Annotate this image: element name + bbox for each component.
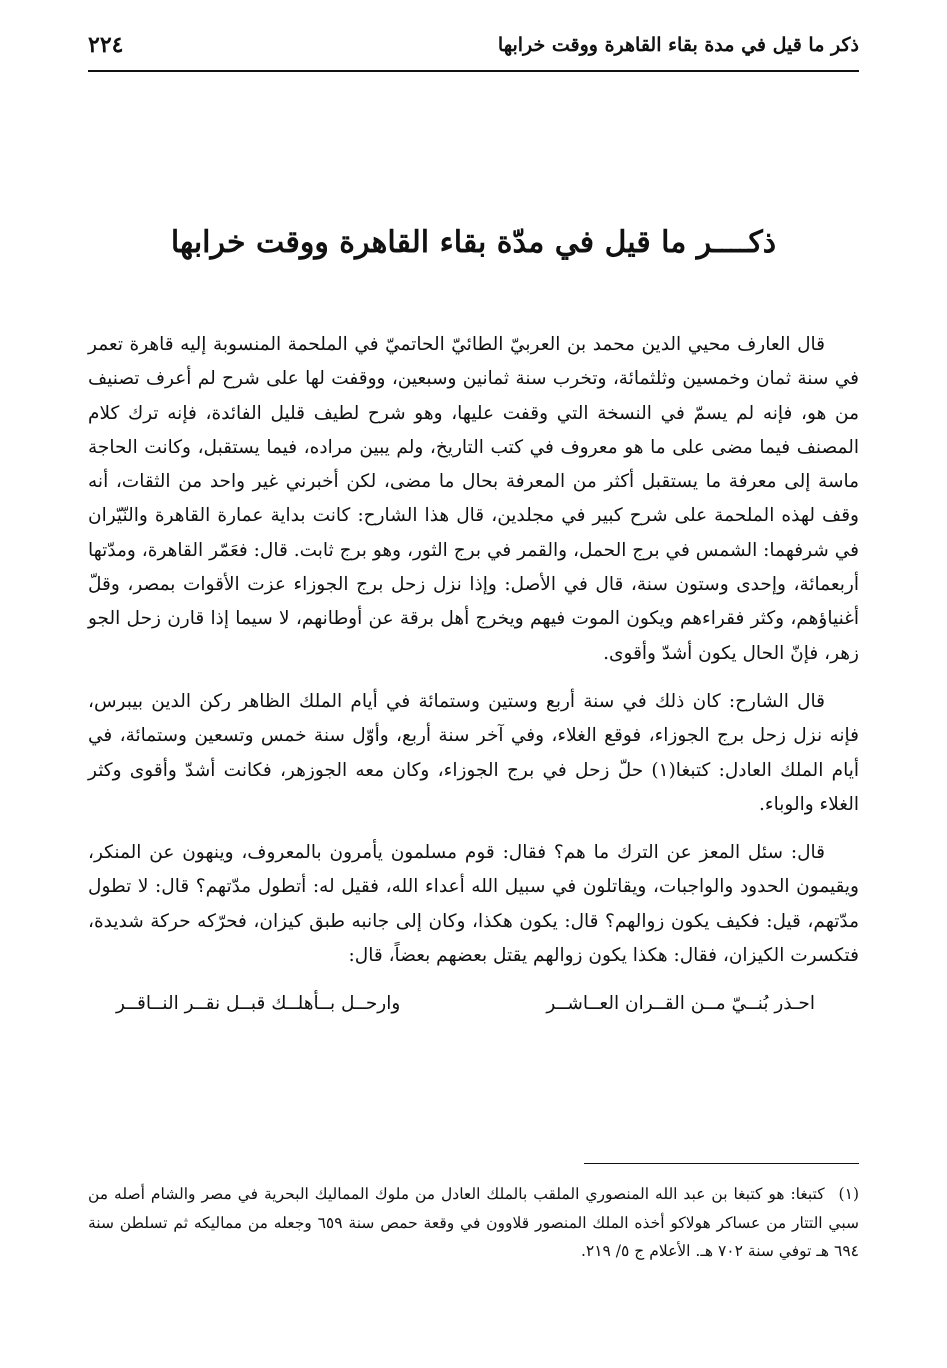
footnote-number: (١) (838, 1185, 859, 1203)
page-number: ٢٢٤ (88, 32, 124, 58)
footnote-divider (584, 1163, 859, 1164)
verse-first-hemistich: احـذر بُنــيّ مــن القــران العــاشــر (546, 993, 815, 1015)
poetry-verse (88, 987, 859, 1021)
running-title: ذكر ما قيل في مدة بقاء القاهرة ووقت خرابها (497, 34, 859, 56)
footnotes (88, 1180, 859, 1266)
paragraph: قال العارف محيي الدين محمد بن العربيّ الطائيّ الحاتميّ في الملحمة المنسوبة إليه قاهرة تعمر في سنة ثمان وخمسين وثلثمائة، وتخرب سنة ثمانين وسبعين، ووقفت لها على شرح لم أعرف تصنيف من هو، فإنه لم يسمّ في النسخة التي وقفت عليها، وهو شرح لطيف قليل الفائدة، فإنه ترك كلام المصنف فيما مضى على ما هو معروف في كتب التاريخ، ولم يبين مراده، فيما يستقبل، وكانت الحاجة ماسة إلى معرفة ما يستقبل أكثر من المعرفة بحال ما مضى، لكن أخبرني غير واحد من الثقات، أنه وقف لهذه الملحمة على شرح كبير في مجلدين، قال هذا الشارح: كانت بداية عمارة القاهرة والنّيّران في شرفهما: الشمس في برج الحمل، والقمر في برج الثور، وهو برج ثابت. قال: فعَمّر القاهرة، ومدّتها أربعمائة، وإحدى وستون سنة، قال في الأصل: وإذا نزل زحل برج الجوزاء عزت الأقوات بمصر، وقلّ أغنياؤهم، وكثر فقراءهم ويكون الموت فيهم ويخرج أهل برقة عن أوطانهم، لا سيما إذا قارن زحل الجو زهر، فإنّ الحال يكون أشدّ وأقوى. (88, 334, 859, 664)
running-header (88, 30, 859, 72)
verse-second-hemistich: وارحــل بــأهلــك قبــل نقــر النــاقــر (116, 993, 401, 1015)
chapter-title: ذكــــر ما قيل في مدّة بقاء القاهرة ووقت خرابها (170, 225, 777, 260)
paragraph: قال: سئل المعز عن الترك ما هم؟ فقال: قوم مسلمون يأمرون بالمعروف، وينهون عن المنكر، ويقيمون الحدود والواجبات، ويقاتلون في سبيل الله أعداء الله، فقيل له: أتطول مدّتهم؟ قال: لا تطول مدّتهم، قيل: فكيف يكون زوالهم؟ قال: يكون هكذا، وكان إلى جانبه طبق كيزان، فحرّكه حركة شديدة، فتكسرت الكيزان، فقال: هكذا يكون زوالهم يقتل بعضهم بعضاً، قال: (88, 842, 859, 967)
footnote-text: كتبغا: هو كتبغا بن عبد الله المنصوري الملقب بالملك العادل من ملوك المماليك البحرية في مصر والشام أصله من سبي التتار من عساكر هولاكو أخذه الملك المنصور قلاوون في وقعة حمص سنة ٦٥٩ وجعله من مماليكه ثم تسلطن سنة ٦٩٤ هـ توفي سنة ٧٠٢ هـ. الأعلام ج ٥/ ٢١٩. (88, 1185, 859, 1260)
body-text (88, 328, 859, 1021)
footnote (88, 1180, 859, 1266)
paragraph: قال الشارح: كان ذلك في سنة أربع وستين وستمائة في أيام الملك الظاهر ركن الدين بيبرس، فإنه نزل زحل برج الجوزاء، فوقع الغلاء، وفي آخر سنة أربع، وأوّل سنة خمس وتسعين وستمائة، في أيام الملك العادل: كتبغا(١) حلّ زحل في برج الجوزاء، وكان معه الجوزهر، فكانت أشدّ وأقوى وكثر الغلاء والوباء. (88, 690, 859, 815)
